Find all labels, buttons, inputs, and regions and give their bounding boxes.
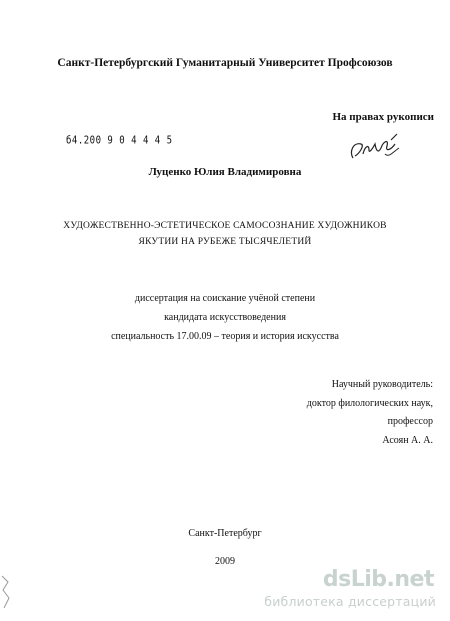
supervisor-title: профессор xyxy=(387,416,433,427)
author-name: Луценко Юлия Владимировна xyxy=(148,166,302,178)
degree-line: диссертация на соискание учёной степени xyxy=(134,293,316,304)
specialty-line: специальность 17.00.09 – теория и история искусства xyxy=(111,331,339,342)
title-line-2: ЯКУТИИ НА РУБЕЖЕ ТЫСЯЧЕЛЕТИЙ xyxy=(138,237,312,247)
watermark-logo: dsLib.net xyxy=(322,567,434,592)
scan-corner-mark xyxy=(0,572,14,612)
watermark-subtitle: библиотека диссертаций xyxy=(264,594,436,609)
handwritten-signature xyxy=(345,128,405,168)
catalog-number: б4.200 9 0 4 4 4 5 xyxy=(66,135,173,147)
city: Санкт-Петербург xyxy=(188,528,262,539)
supervisor-degree: доктор филологических наук, xyxy=(306,397,433,409)
supervisor-label: Научный руководитель: xyxy=(331,379,433,390)
candidate-line: кандидата искусствоведения xyxy=(164,312,286,323)
supervisor-name: Асоян А. А. xyxy=(382,434,433,446)
title-line-1: ХУДОЖЕСТВЕННО-ЭСТЕТИЧЕСКОЕ САМОСОЗНАНИЕ ХУДОЖНИКОВ xyxy=(63,221,387,231)
dissertation-info xyxy=(0,289,450,346)
supervisor-block xyxy=(307,376,433,450)
year: 2009 xyxy=(215,556,235,567)
rights-notice: На правах рукописи xyxy=(332,111,434,123)
university-name: Санкт-Петербургский Гуманитарный Университет Профсоюзов xyxy=(57,57,393,69)
dissertation-title xyxy=(0,218,450,250)
